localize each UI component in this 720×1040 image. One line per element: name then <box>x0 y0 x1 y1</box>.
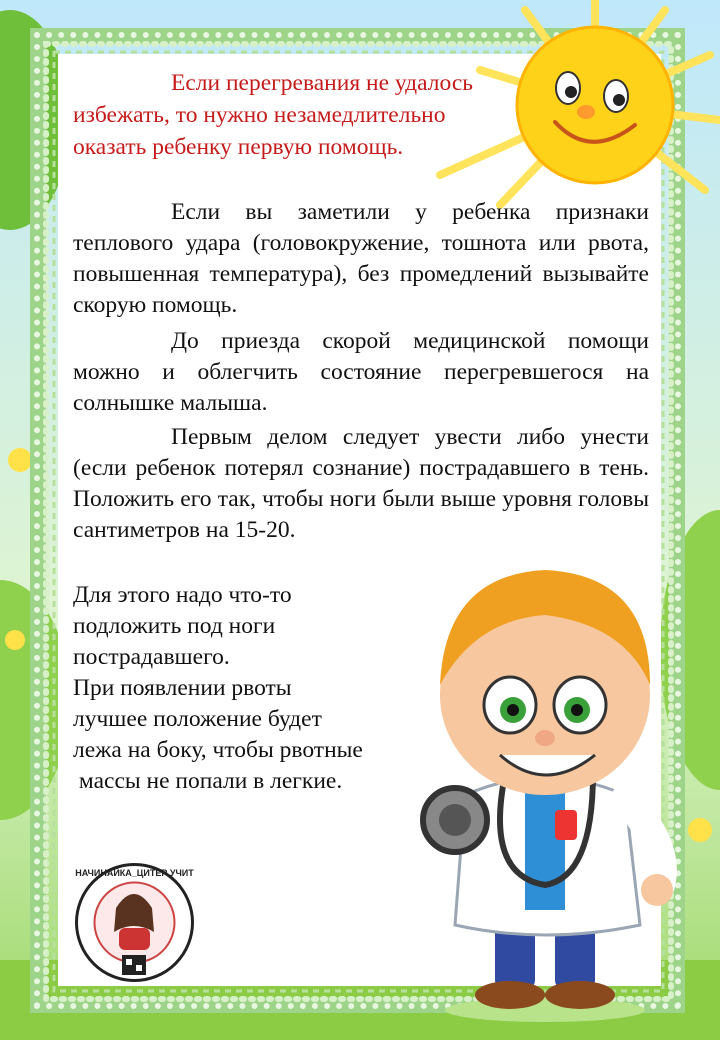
short-line: При появлении рвоты <box>73 675 292 701</box>
author-logo <box>72 860 197 985</box>
heading-line-1: Если перегревания не удалось <box>171 70 473 96</box>
short-line: лежа на боку, чтобы рвотные <box>73 737 363 763</box>
short-line: лучшее положение будет <box>73 706 322 732</box>
short-line: Для этого надо что-то <box>73 582 292 608</box>
doctor-boy-illustration <box>395 555 685 1025</box>
short-line: массы не попали в легкие. <box>73 768 343 794</box>
heading-line-3: оказать ребенку первую помощь. <box>73 134 404 160</box>
logo-lettering: НАЧИНАЙКА_ЦИТЕР УЧИТ <box>75 868 194 878</box>
paragraph-move-to-shade: Первым делом следует увести либо унести (если ребенок потерял сознание) пострадавшего в тень. Положить его так, чтобы ноги были выше уровня головы сантиметров на 15-20. <box>73 424 649 543</box>
short-line: пострадавшего. <box>73 644 230 670</box>
short-line: подложить под ноги <box>73 613 276 639</box>
heading-line-2: избежать, то нужно незамедлительно <box>73 102 446 128</box>
warning-heading <box>73 67 533 163</box>
paragraph-call-ambulance: Если вы заметили у ребенка признаки теплового удара (головокружение, тошнота или рвота, повышенная температура), без промедлений вызывайте скорую помощь. <box>73 199 649 318</box>
short-instructions <box>73 580 413 797</box>
paragraph-before-arrival: До приезда скорой медицинской помощи можно и облегчить состояние перегревшегося на солнышке малыша. <box>73 328 649 416</box>
